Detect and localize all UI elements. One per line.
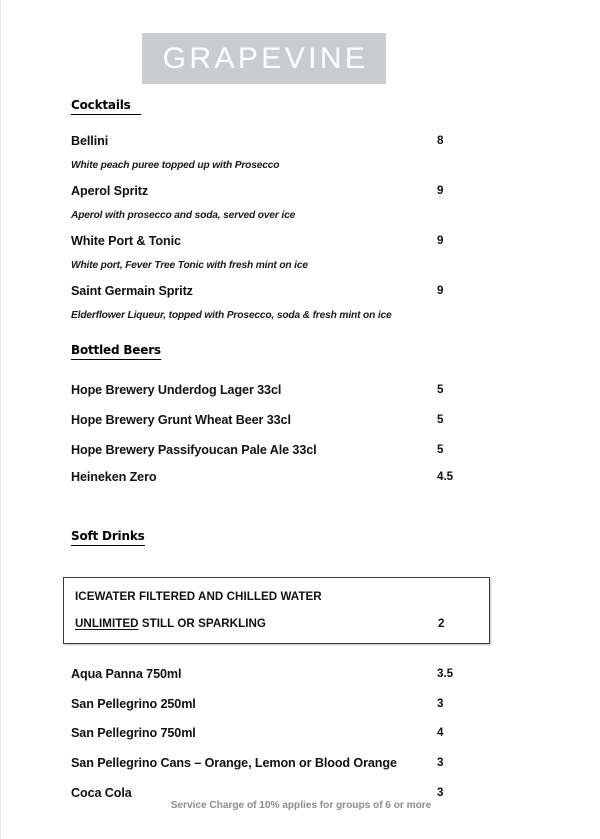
item-name: San Pellegrino 750ml	[71, 726, 196, 740]
item-price: 4	[437, 726, 444, 739]
item-price: 5	[437, 383, 444, 396]
item-name: Heineken Zero	[71, 470, 157, 484]
menu-row	[1, 667, 600, 681]
item-price: 5	[437, 443, 444, 456]
item-price: 9	[437, 234, 444, 247]
item-price: 9	[437, 184, 444, 197]
item-price: 5	[437, 413, 444, 426]
menu-row	[1, 786, 600, 800]
item-name: San Pellegrino Cans – Orange, Lemon or Blood Orange	[71, 756, 397, 770]
menu-row	[1, 383, 600, 397]
item-name: Hope Brewery Grunt Wheat Beer 33cl	[71, 413, 291, 427]
item-name: Hope Brewery Underdog Lager 33cl	[71, 383, 282, 397]
bottled-beers-list	[1, 367, 600, 484]
item-description: White port, Fever Tree Tonic with fresh mint on ice	[71, 260, 308, 271]
item-price: 9	[437, 284, 444, 297]
item-name: White Port & Tonic	[71, 234, 181, 248]
section-bottled-beers	[1, 341, 600, 484]
item-price: 4.5	[437, 470, 454, 483]
menu-row	[1, 284, 600, 298]
item-price: 3	[437, 786, 444, 799]
icewater-unlimited-label: UNLIMITED	[75, 617, 139, 630]
section-heading-soft-drinks: Soft Drinks	[71, 528, 145, 546]
item-name: Hope Brewery Passifyoucan Pale Ale 33cl	[71, 443, 317, 457]
item-name: San Pellegrino 250ml	[71, 697, 196, 711]
icewater-price: 2	[438, 617, 445, 630]
restaurant-logo	[142, 33, 386, 84]
item-name: Aperol Spritz	[71, 184, 149, 198]
menu-row	[1, 726, 600, 740]
item-price: 3.5	[437, 667, 454, 680]
item-description: Elderflower Liqueur, topped with Prosecco, soda & fresh mint on ice	[71, 310, 392, 321]
footer-service-charge-note: Service Charge of 10% applies for groups of 6 or more	[170, 800, 432, 811]
icewater-line-1: ICEWATER FILTERED AND CHILLED WATER	[75, 590, 322, 603]
menu-row	[1, 697, 600, 711]
menu-row	[1, 134, 600, 148]
icewater-still-sparkling-label: STILL OR SPARKLING	[138, 617, 266, 630]
item-price: 3	[437, 697, 444, 710]
section-heading-cocktails: Cocktails	[71, 97, 141, 115]
menu-row	[1, 443, 600, 457]
item-description: Aperol with prosecco and soda, served over ice	[71, 210, 296, 221]
cocktails-list	[1, 122, 600, 321]
menu-row	[1, 413, 600, 427]
item-name: Saint Germain Spritz	[71, 284, 193, 298]
soft-drinks-list	[1, 651, 600, 800]
item-price: 3	[437, 756, 444, 769]
logo-text: GRAPEVINE	[162, 41, 369, 75]
menu-row	[1, 184, 600, 198]
item-name: Coca Cola	[71, 786, 132, 800]
icewater-line-2	[64, 617, 489, 630]
item-price: 8	[437, 134, 444, 147]
menu-content	[1, 96, 600, 800]
section-heading-bottled-beers: Bottled Beers	[71, 342, 161, 360]
item-name: Bellini	[71, 134, 109, 148]
item-description: White peach puree topped up with Prosecco	[71, 160, 280, 171]
menu-row	[1, 470, 600, 484]
section-soft-drinks	[1, 527, 600, 800]
section-cocktails	[1, 96, 600, 321]
menu-row	[1, 234, 600, 248]
item-name: Aqua Panna 750ml	[71, 667, 182, 681]
icewater-highlight-box	[63, 577, 490, 644]
menu-row	[1, 756, 600, 770]
